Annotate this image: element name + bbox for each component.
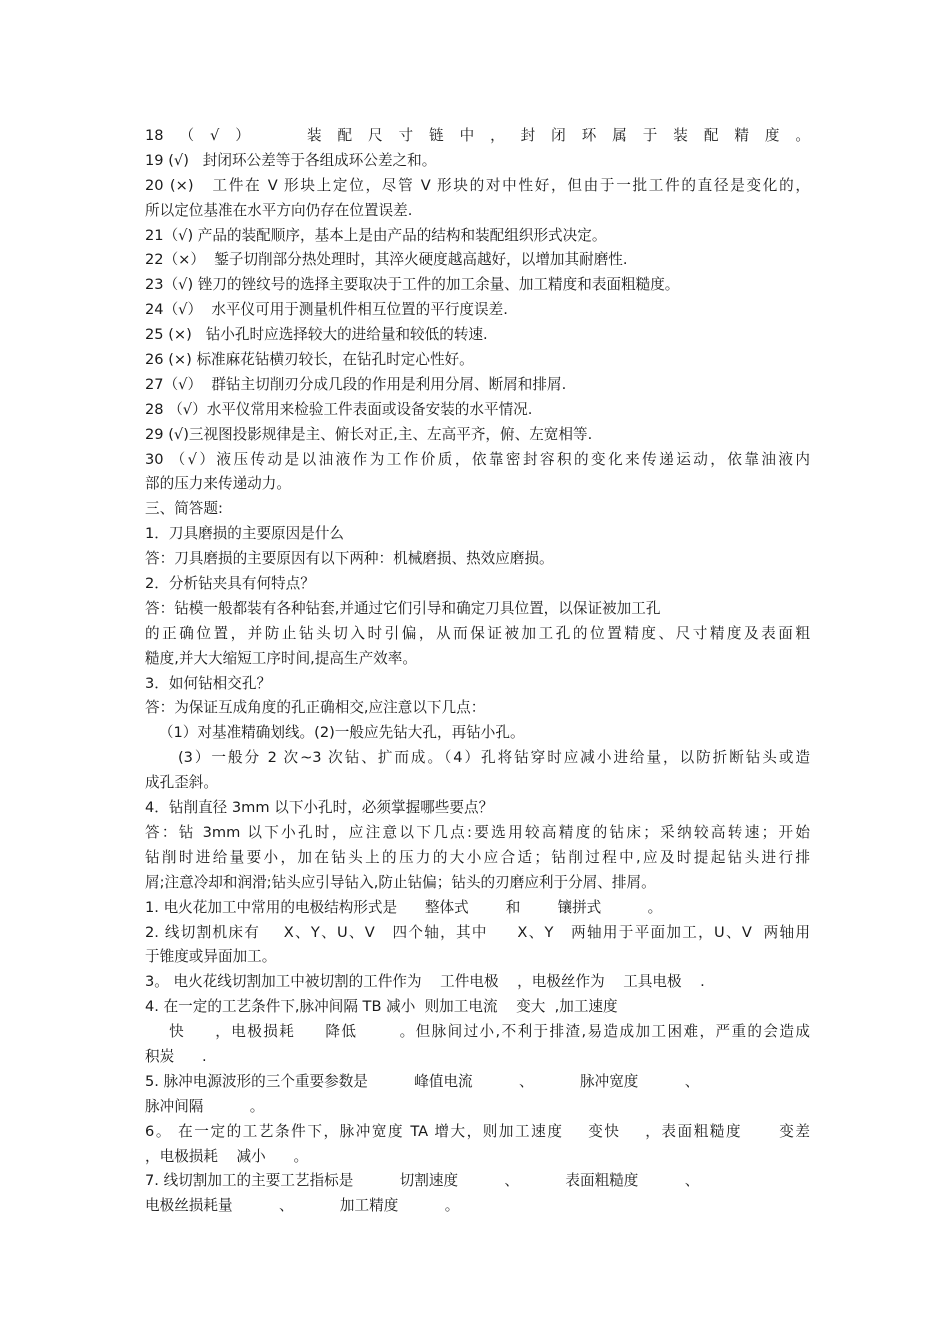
fill-in-line: 5. 脉冲电源波形的三个重要参数是 峰值电流 、 脉冲宽度 、: [145, 1072, 700, 1090]
text-line: 18（√） 装配尺寸链中，封闭环属于装配精度。: [145, 127, 810, 144]
fill-in-line: 4. 在一定的工艺条件下,脉冲间隔 TB 减小 则加工电流 变大 ,加工速度: [145, 998, 618, 1016]
text-line: 24（√） 水平仪可用于测量机件相互位置的平行度误差.: [145, 301, 508, 319]
fill-in-line: 7. 线切割加工的主要工艺指标是 切割速度 、 表面粗糙度 、: [145, 1172, 700, 1190]
answer-line: 答：为保证互成角度的孔正确相交,应注意以下几点：: [145, 699, 486, 717]
fill-in-line: 6。 在一定的工艺条件下，脉冲宽度 TA 增大，则加工速度 变快 ，表面粗糙度 变差: [145, 1122, 810, 1140]
text-line: 26 (×) 标准麻花钻横刃较长，在钻孔时定心性好。: [145, 351, 474, 369]
answer-line: 的正确位置，并防止钻头切入时引偏，从而保证被加工孔的位置精度、尺寸精度及表面粗: [145, 624, 810, 642]
answer-line: (3）一般分 2 次~3 次钻、扩而成。（4）孔将钻穿时应减小进给量，以防折断钻头或造: [145, 749, 810, 767]
text-line: 30 （√）液压传动是以油液作为工作价质，依靠密封容积的变化来传递运动，依靠油液内: [145, 450, 810, 468]
text-line: 部的压力来传递动力。: [145, 475, 291, 493]
answer-line: 成孔歪斜。: [145, 774, 218, 792]
question-line: 4．钻削直径 3mm 以下小孔时，必须掌握哪些要点？: [145, 799, 494, 817]
fill-in-line: ，电极损耗 减小 。: [145, 1147, 309, 1165]
document-body: [145, 124, 810, 1219]
answer-line: 答：钻 3mm 以下小孔时，应注意以下几点:要选用较高精度的钻床；采纳较高转速；开始: [145, 823, 810, 841]
text-line: 27（√） 群钻主切削刃分成几段的作用是利用分屑、断屑和排屑.: [145, 375, 567, 393]
question-line: 2．分析钻夹具有何特点？: [145, 575, 315, 593]
fill-in-line: 脉冲间隔 。: [145, 1097, 265, 1115]
fill-in-line: 2. 线切割机床有 X、Y、U、V 四个轴，其中 X、Y 两轴用于平面加工，U、V 两轴用: [145, 923, 810, 941]
answer-line: 答：钻模一般都装有各种钻套,并通过它们引导和确定刀具位置，以保证被加工孔: [145, 599, 661, 617]
text-line: 所以定位基准在水平方向仍存在位置误差.: [145, 201, 413, 219]
fill-in-line: 于锥度或异面加工。: [145, 948, 277, 966]
section-heading: 三、简答题:: [145, 500, 223, 518]
answer-line: 答：刀具磨损的主要原因有以下两种：机械磨损、热效应磨损。: [145, 550, 554, 568]
fill-in-line: 1. 电火花加工中常用的电极结构形式是 整体式 和 镶拼式 。: [145, 898, 663, 916]
answer-line: 屑;注意冷却和润滑;钻头应引导钻入,防止钻偏；钻头的刃磨应利于分屑、排屑。: [145, 873, 656, 891]
question-line: 3．如何钻相交孔？: [145, 674, 272, 692]
fill-in-line: 电极丝损耗量 、 加工精度 。: [145, 1197, 460, 1215]
text-line: 28 （√）水平仪常用来检验工件表面或设备安装的水平情况.: [145, 400, 533, 418]
question-line: 1．刀具磨损的主要原因是什么: [145, 525, 345, 543]
fill-in-line: 3。 电火花线切割加工中被切割的工件作为 工件电极 ，电极丝作为 工具电极 .: [145, 973, 705, 991]
text-line: 29 (√)三视图投影规律是主、俯长对正,主、左高平齐，俯、左宽相等.: [145, 425, 593, 443]
answer-line: 糙度,并大大缩短工序时间,提高生产效率。: [145, 649, 417, 667]
text-line: 25 (×) 钻小孔时应选择较大的进给量和较低的转速.: [145, 326, 488, 344]
answer-line: 钻削时进给量要小，加在钻头上的压力的大小应合适；钻削过程中,应及时提起钻头进行排: [145, 848, 810, 866]
text-line: 19 (√) 封闭环公差等于各组成环公差之和。: [145, 151, 437, 169]
text-line: 21（√) 产品的装配顺序，基本上是由产品的结构和装配组织形式决定。: [145, 226, 607, 244]
fill-in-line: 积炭 .: [145, 1047, 207, 1065]
text-line: 23（√) 锉刀的锉纹号的选择主要取决于工件的加工余量、加工精度和表面粗糙度。: [145, 276, 680, 294]
answer-line: （1）对基准精确划线。(2)一般应先钻大孔，再钻小孔。: [145, 724, 525, 742]
text-line: 22（×） 錾子切削部分热处理时，其淬火硬度越高越好，以增加其耐磨性.: [145, 251, 628, 269]
text-line: 20 (×) 工件在 V 形块上定位，尽管 V 形块的对中性好，但由于一批工件的直径是变化的，: [145, 176, 810, 194]
fill-in-line: 快 ，电极损耗 降低 。但脉间过小,不利于排渣,易造成加工困难，严重的会造成: [145, 1023, 810, 1041]
